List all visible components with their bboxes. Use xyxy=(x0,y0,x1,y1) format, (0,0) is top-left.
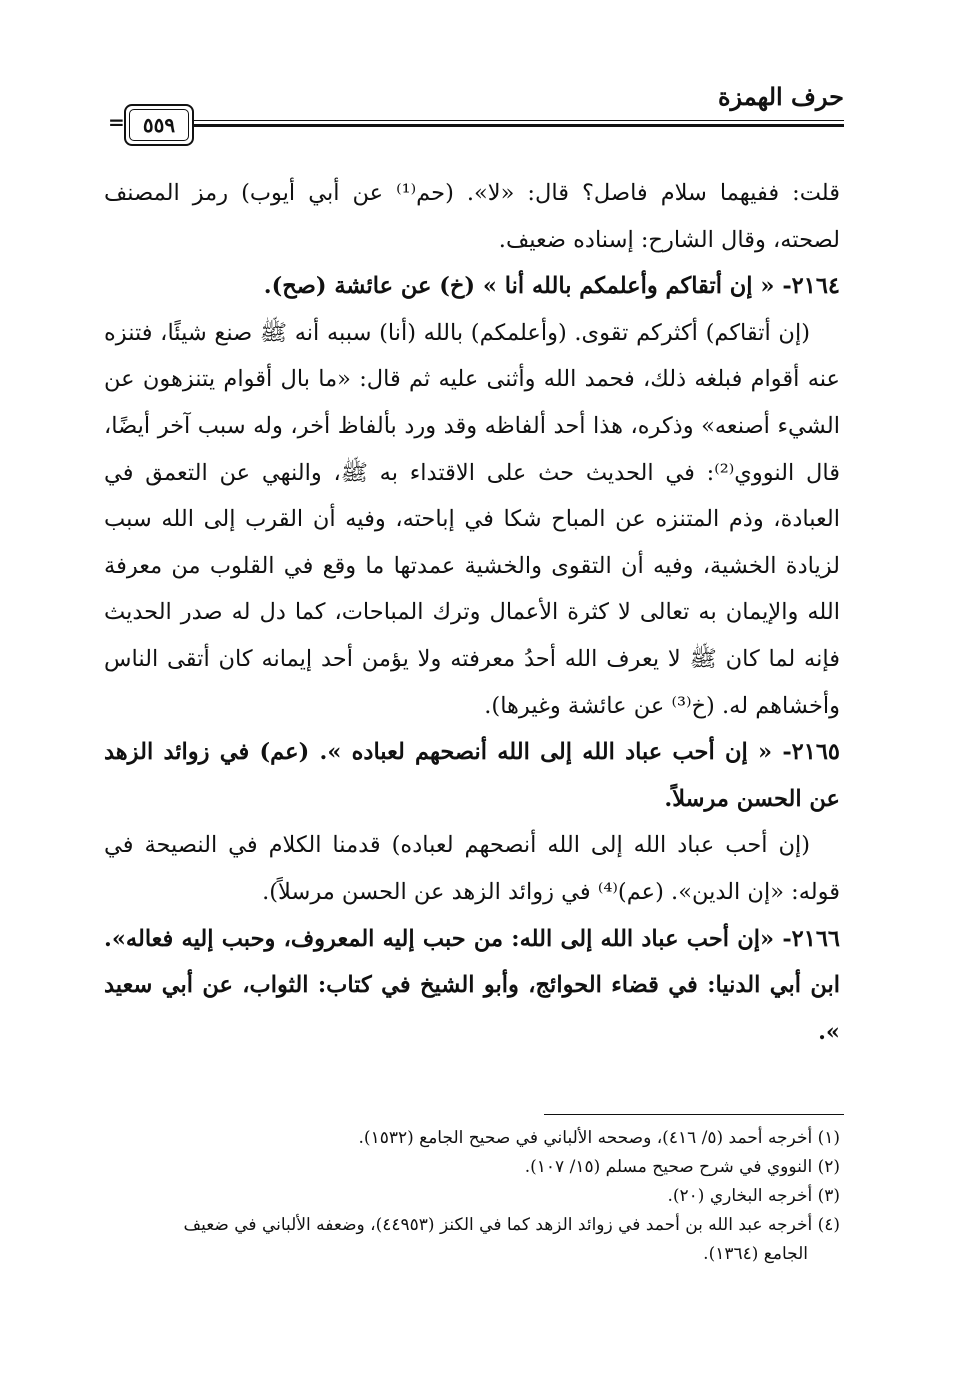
footnote-text: (٢) النووي في شرح صحيح مسلم (١٥/ ١٠٧). xyxy=(524,1157,840,1177)
commentary-paragraph-2: (إن أتقاكم) أكثركم تقوى. (وأعلمكم) بالله (أنا) سببه أنه ﷺ صنع شيئًا، فتنزه عنه أقوام فبلغه ذلك، فحمد الله وأثنى عليه ثم قال: «ما بال أقوام يتنزهون عن الشيء أصنعه» وذكره، هذا أحد ألفاظه وقد ورد بألفاظ أخر، وله سبب آخر أيضًا، قال النووي⁽²⁾: في الحديث حث على الاقتداء به ﷺ، والنهي عن التعمق في العبادة، وذم المتنزه عن المباح شكا في إباحته، وفيه أن القرب إلى الله سبب لزيادة الخشية، وفيه أن التقوى والخشية عمدتها ما وقع في القلوب من معرفة الله والإيمان به تعالى لا كثرة الأعمال وترك المباحات، كما دل له صدر الحديث فإنه لما كان ﷺ لا يعرف الله أحدُ معرفته ولا يؤمن أحد إيمانه كان أتقى الناس وأخشاهم له. (خ⁽³⁾ عن عائشة وغيرها). xyxy=(104,319,840,719)
footnote-text: (١) أخرجه أحمد (٥/ ٤١٦)، وصححه الألباني في صحيح الجامع (١٥٣٢). xyxy=(358,1128,840,1148)
chapter-title: حرف الهمزة xyxy=(717,82,844,111)
hadith-text: « إن أتقاكم وأعلمكم بالله أنا » (خ) عن عائشة (صح). xyxy=(263,273,775,300)
main-text xyxy=(104,170,840,1055)
footnote-text: (٤) أخرجه عبد الله بن أحمد في زوائد الزهد كما في الكنز (٤٤٩٥٣)، وضعفه الألباني في ضعيف xyxy=(183,1215,840,1235)
hadith-number: ٢١٦٤- xyxy=(782,273,840,300)
hadith-text: «إن أحب عباد الله إلى الله: من حبب إليه المعروف، وحبب إليه فعاله». ابن أبي الدنيا: في قضاء الحوائج، وأبو الشيخ في كتاب: الثواب، عن أبي سعيد ». xyxy=(104,925,840,1045)
commentary-paragraph-3: (إن أحب عباد الله إلى الله أنصحهم لعباده) قدمنا الكلام في النصيحة في قوله: «إن الدين». (عم)⁽⁴⁾ في زوائد الزهد عن الحسن مرسلاً). xyxy=(104,832,840,905)
footnote-continuation: الجامع (١٣٦٤). xyxy=(703,1244,808,1264)
footnote-2 xyxy=(104,1153,840,1182)
page-number: ٥٥٩ xyxy=(129,109,189,141)
hadith-number: ٢١٦٥- xyxy=(782,739,840,766)
commentary-paragraph-1: قلت: ففيهما سلام فاصل؟ قال: «لا». (حم⁽¹⁾ عن أبي أيوب) رمز المصنف لصحته، وقال الشارح: إسناده ضعيف. xyxy=(104,180,840,253)
hadith-text: « إن أحب عباد الله إلى الله أنصحهم لعباده ». (عم) في زوائد الزهد عن الحسن مرسلاً. xyxy=(104,739,840,812)
footnote-rule xyxy=(544,1114,844,1115)
hadith-2166 xyxy=(104,916,840,1056)
page-number-frame xyxy=(124,104,194,146)
hadith-number: ٢١٦٦- xyxy=(782,925,840,952)
footnote-3 xyxy=(104,1182,840,1211)
hadith-2165 xyxy=(104,729,840,822)
footnote-1 xyxy=(104,1124,840,1153)
hadith-2164 xyxy=(104,263,840,310)
header-rule xyxy=(194,120,844,127)
page-edge-mark: = xyxy=(108,110,125,134)
footnotes xyxy=(104,1124,840,1269)
footnote-4 xyxy=(104,1211,840,1269)
footnote-text: (٣) أخرجه البخاري (٢٠). xyxy=(667,1186,840,1206)
